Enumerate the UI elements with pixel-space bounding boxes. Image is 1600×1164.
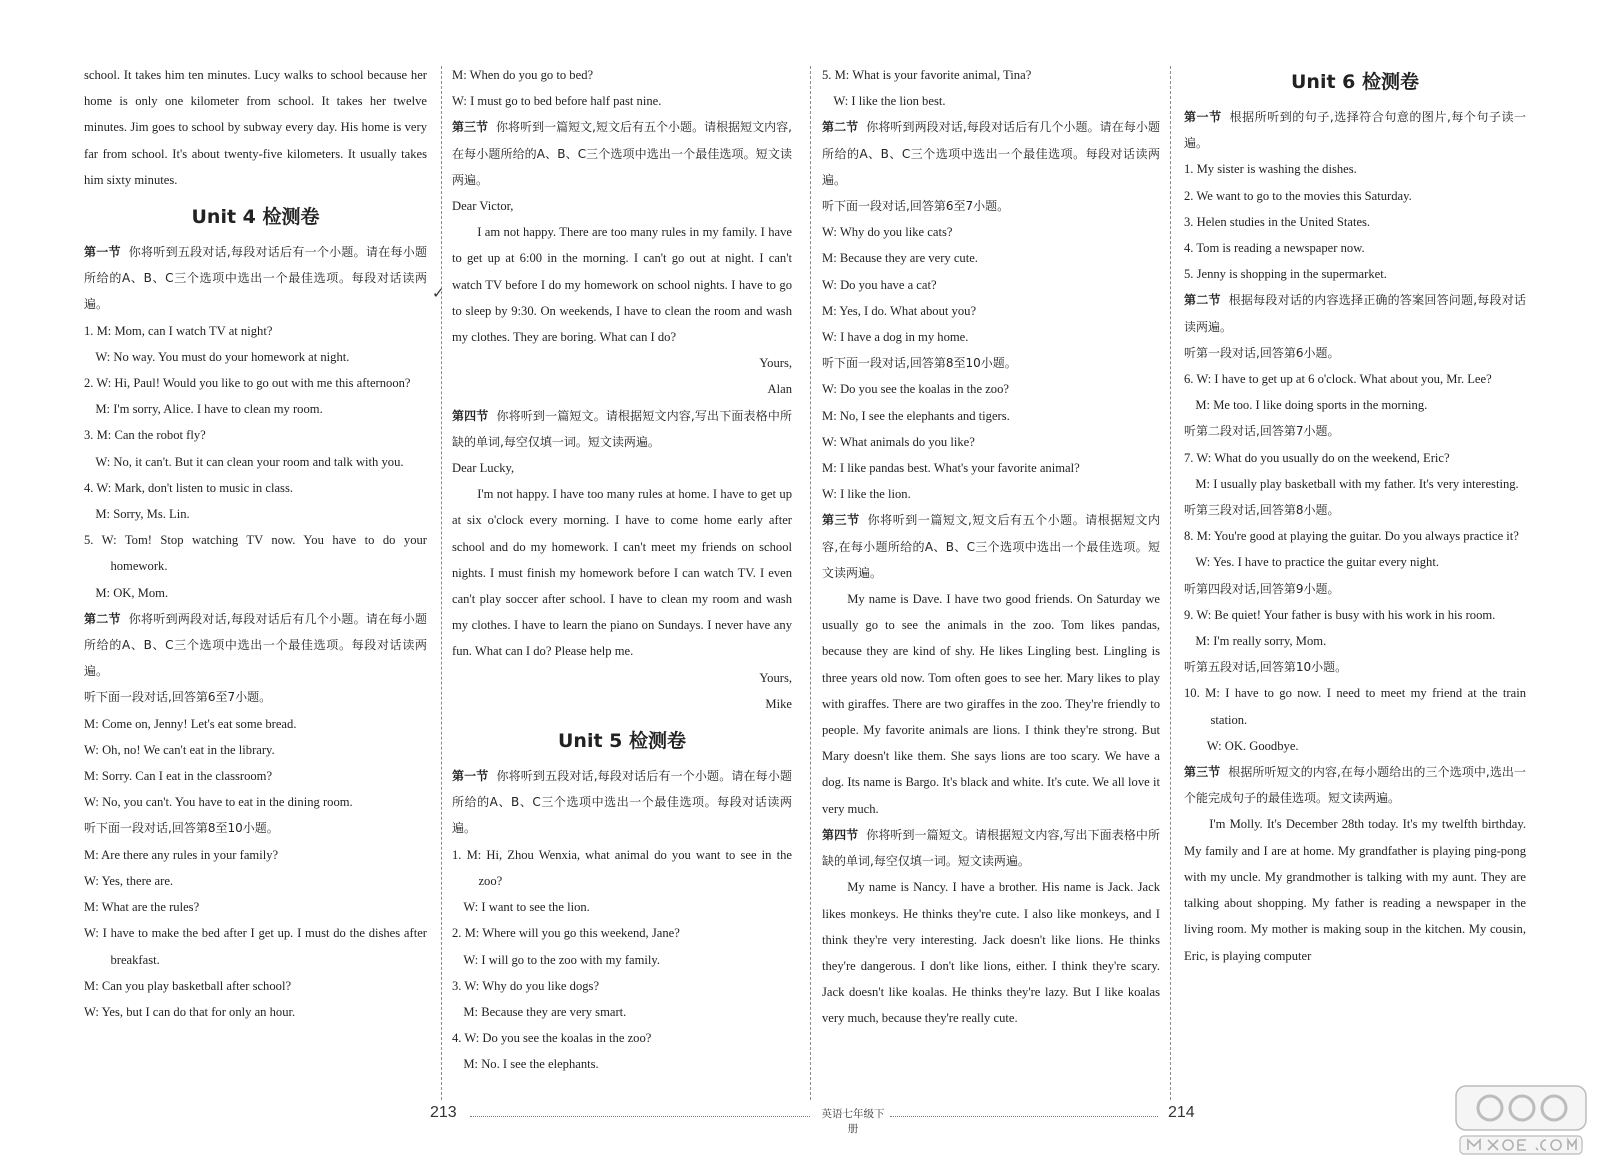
book-title: 英语七年级下册 bbox=[821, 1108, 885, 1135]
column-divider bbox=[441, 66, 442, 1100]
text-line: 4. W: Do you see the koalas in the zoo? bbox=[452, 1031, 652, 1046]
text-line: W: Do you have a cat? bbox=[822, 277, 937, 292]
unit5-section1-dialogues bbox=[452, 842, 792, 1078]
footer-rule bbox=[470, 1116, 810, 1117]
letter-greeting: Dear Victor, bbox=[452, 199, 514, 214]
text-line: 5. W: Tom! Stop watching TV now. You have to do your homework. bbox=[84, 533, 427, 574]
text-line: W: I like the lion. bbox=[822, 487, 911, 502]
column-2 bbox=[452, 62, 792, 1102]
text-line: M: Can you play basketball after school? bbox=[84, 978, 292, 993]
text-line: 听下面一段对话,回答第6至7小题。 bbox=[84, 690, 272, 705]
text-line: 2. M: Where will you go this weekend, Jane? bbox=[452, 926, 680, 941]
unit4-section2-dialogues bbox=[84, 684, 427, 1025]
text-line: 3. Helen studies in the United States. bbox=[1184, 214, 1371, 229]
continued-passage: school. It takes him ten minutes. Lucy walks to school because her home is only one kilometer from school. It takes her twelve minutes. Jim goes to school by subway every day. His home is very far from school. It's about twenty-five kilometers. It usually takes him sixty minutes. bbox=[84, 68, 427, 187]
text-line: W: I like the lion best. bbox=[833, 94, 946, 109]
text-line: M: Yes, I do. What about you? bbox=[822, 303, 977, 318]
unit4-title: Unit 4 检测卷 bbox=[191, 206, 320, 229]
text-line: 2. W: Hi, Paul! Would you like to go out with me this afternoon? bbox=[84, 376, 411, 391]
text-line: M: Are there any rules in your family? bbox=[84, 847, 279, 862]
text-line: M: Sorry. Can I eat in the classroom? bbox=[84, 769, 273, 784]
text-line: W: OK. Goodbye. bbox=[1206, 738, 1299, 753]
text-line: 7. W: What do you usually do on the weekend, Eric? bbox=[1184, 450, 1450, 465]
unit5-section2-heading bbox=[822, 114, 1160, 193]
text-line: 1. M: Hi, Zhou Wenxia, what animal do you want to see in the zoo? bbox=[452, 847, 792, 888]
text-line: W: No, you can't. You have to eat in the dining room. bbox=[84, 795, 353, 810]
section-label: 第三节 bbox=[452, 120, 489, 135]
passage-text: My name is Dave. I have two good friends. On Saturday we usually go to see the animals in the zoo. Tom likes pandas, because they are kind of shy. He likes Lingling best. Lingling is three years old now. Tom often goes to see her. Mary likes to play with giraffes. There are two giraffes in the zoo. They're friendly to people. My favorite animals are lions. I think they're strong. But Mary doesn't like them. She says lions are too scary. We have a dog. Its name is Bargo. It's black and white. It's cute. We all love it very much. bbox=[822, 592, 1160, 816]
text-line: W: Why do you like cats? bbox=[822, 225, 953, 240]
section-instruction: 你将听到五段对话,每段对话后有一个小题。请在每小题所给的A、B、C三个选项中选出一个最佳选项。每段对话读两遍。 bbox=[452, 769, 792, 836]
text-line: 3. M: Can the robot fly? bbox=[84, 428, 206, 443]
section-label: 第一节 bbox=[1184, 110, 1222, 124]
section-label: 第二节 bbox=[822, 120, 859, 135]
section-label: 第一节 bbox=[452, 769, 489, 784]
unit5-section3-heading bbox=[822, 507, 1160, 586]
text-line: 1. M: Mom, can I watch TV at night? bbox=[84, 323, 273, 338]
unit5-section2-dialogues bbox=[822, 193, 1160, 507]
page-number-left: 213 bbox=[430, 1104, 457, 1121]
text-line: W: I want to see the lion. bbox=[463, 900, 590, 915]
text-line: M: What are the rules? bbox=[84, 900, 200, 915]
section-instruction: 根据每段对话的内容选择正确的答案回答问题,每段对话读两遍。 bbox=[1184, 293, 1526, 334]
section-label: 第二节 bbox=[84, 611, 121, 626]
handwritten-check-mark: ✓ bbox=[432, 284, 445, 302]
text-line: W: I have a dog in my home. bbox=[822, 330, 969, 345]
unit6-section3-heading bbox=[1184, 759, 1526, 811]
text-line: W: No, it can't. But it can clean your room and talk with you. bbox=[95, 454, 404, 469]
text-line: 1. My sister is washing the dishes. bbox=[1184, 162, 1357, 177]
letter-greeting: Dear Lucky, bbox=[452, 461, 515, 476]
watermark-graphic bbox=[1452, 1082, 1590, 1158]
text-line: M: No, I see the elephants and tigers. bbox=[822, 408, 1010, 423]
section-instruction: 你将听到一篇短文。请根据短文内容,写出下面表格中所缺的单词,每空仅填一词。短文读两遍。 bbox=[822, 827, 1160, 869]
text-line: 5. Jenny is shopping in the supermarket. bbox=[1184, 267, 1387, 282]
letter-body: I'm not happy. I have too many rules at home. I have to get up at six o'clock every morning. I have to come home early after school and do my homework. I can't meet my friends on school nights. I must finish my homework before I can watch TV. I even can't play soccer after school. I have to clean my room and wash my clothes. I have to learn the piano on Sundays. I never have any fun. What can I do? Please help me. bbox=[452, 487, 792, 659]
section-instruction: 你将听到五段对话,每段对话后有一个小题。请在每小题所给的A、B、C三个选项中选出一个最佳选项。每段对话读两遍。 bbox=[84, 245, 427, 312]
unit4-section2-heading bbox=[84, 606, 427, 685]
text-line: 听第五段对话,回答第10小题。 bbox=[1184, 660, 1348, 675]
text-line: 6. W: I have to get up at 6 o'clock. What about you, Mr. Lee? bbox=[1184, 372, 1492, 387]
letter-body: I am not happy. There are too many rules in my family. I have to get up at 6:00 in the morning. I can't go out at night. I can't watch TV before I do my homework on school nights. I have to go to sleep by 9:30. On weekends, I have to clean the room and wash my clothes. They are boring. What can I do? bbox=[452, 225, 792, 345]
text-line: 听第四段对话,回答第9小题。 bbox=[1184, 581, 1340, 596]
text-line: 2. We want to go to the movies this Saturday. bbox=[1184, 188, 1412, 203]
section-instruction: 你将听到一篇短文。请根据短文内容,写出下面表格中所缺的单词,每空仅填一词。短文读两遍。 bbox=[452, 408, 792, 449]
letter-closing: Yours, bbox=[759, 670, 792, 685]
unit6-section2-heading bbox=[1184, 287, 1526, 339]
unit5-section1-heading bbox=[452, 763, 792, 842]
page-footer bbox=[0, 1102, 1600, 1135]
unit4-section1-heading bbox=[84, 239, 427, 318]
text-line: M: I like pandas best. What's your favorite animal? bbox=[822, 461, 1080, 476]
letter-signature: Alan bbox=[767, 382, 792, 397]
unit6-section2-dialogues bbox=[1184, 340, 1526, 759]
text-line: M: Me too. I like doing sports in the morning. bbox=[1195, 398, 1428, 413]
passage-text: My name is Nancy. I have a brother. His name is Jack. Jack likes monkeys. He thinks they're cute. I also like monkeys, and I think they're very interesting. Jack doesn't like lions. He thinks they're dangerous. I don't like lions, either. I think they're scary. Jack doesn't like koalas. He thinks they're lazy. But I like koalas very much, because they're really cute. bbox=[822, 880, 1160, 1026]
text-line: W: No way. You must do your homework at night. bbox=[95, 349, 350, 364]
dialogue-continued bbox=[452, 62, 792, 114]
text-line: M: No. I see the elephants. bbox=[463, 1057, 599, 1072]
text-line: W: I will go to the zoo with my family. bbox=[463, 952, 661, 967]
section-instruction: 根据所听到的句子,选择符合句意的图片,每个句子读一遍。 bbox=[1184, 110, 1526, 151]
section-instruction: 你将听到一篇短文,短文后有五个小题。请根据短文内容,在每小题所给的A、B、C三个选项中选出一个最佳选项。短文读两遍。 bbox=[452, 120, 792, 187]
text-line: 8. M: You're good at playing the guitar. Do you always practice it? bbox=[1184, 529, 1519, 544]
section-instruction: 根据所听短文的内容,在每小题给出的三个选项中,选出一个能完成句子的最佳选项。短文读两遍。 bbox=[1184, 765, 1526, 806]
unit4-section3-heading bbox=[452, 114, 792, 193]
section-label: 第二节 bbox=[1184, 293, 1221, 308]
text-line: M: I'm sorry, Alice. I have to clean my room. bbox=[95, 402, 323, 417]
text-line: M: Sorry, Ms. Lin. bbox=[95, 507, 190, 522]
text-line: 10. M: I have to go now. I need to meet my friend at the train station. bbox=[1184, 686, 1526, 727]
unit4-section1-dialogues bbox=[84, 318, 427, 606]
section-label: 第四节 bbox=[822, 827, 859, 842]
text-line: 9. W: Be quiet! Your father is busy with his work in his room. bbox=[1184, 607, 1496, 622]
section-label: 第三节 bbox=[1184, 765, 1221, 780]
unit6-section1-sentences bbox=[1184, 156, 1526, 287]
text-line: W: What animals do you like? bbox=[822, 434, 975, 449]
unit4-section4-heading bbox=[452, 403, 792, 455]
text-line: W: Yes, but I can do that for only an hour. bbox=[84, 1004, 296, 1019]
text-line: 听第一段对话,回答第6小题。 bbox=[1184, 345, 1340, 360]
section-label: 第三节 bbox=[822, 513, 860, 528]
text-line: W: Yes. I have to practice the guitar every night. bbox=[1195, 555, 1439, 570]
footer-rule bbox=[890, 1116, 1158, 1117]
text-line: M: When do you go to bed? bbox=[452, 68, 594, 82]
text-line: 听第三段对话,回答第8小题。 bbox=[1184, 503, 1340, 518]
unit6-title: Unit 6 检测卷 bbox=[1291, 71, 1419, 93]
text-line: W: I must go to bed before half past nine. bbox=[452, 94, 662, 109]
dialogue-continued bbox=[822, 62, 1160, 114]
text-line: M: OK, Mom. bbox=[95, 585, 169, 600]
text-line: M: Because they are very cute. bbox=[822, 251, 978, 266]
letter-signature: Mike bbox=[765, 696, 792, 711]
text-line: 3. W: Why do you like dogs? bbox=[452, 978, 600, 993]
text-line: W: Yes, there are. bbox=[84, 873, 174, 888]
column-divider bbox=[1170, 66, 1171, 1100]
column-4 bbox=[1184, 62, 1526, 1102]
text-line: 4. Tom is reading a newspaper now. bbox=[1184, 241, 1365, 256]
column-3 bbox=[822, 62, 1160, 1102]
page-number-right: 214 bbox=[1168, 1104, 1195, 1121]
section-instruction: 你将听到两段对话,每段对话后有几个小题。请在每小题所给的A、B、C三个选项中选出一个最佳选项。每段对话读两遍。 bbox=[84, 611, 427, 679]
text-line: M: Because they are very smart. bbox=[463, 1004, 627, 1019]
passage-text: I'm Molly. It's December 28th today. It's my twelfth birthday. My family and I are at home. My grandfather is playing ping-pong with my uncle. My grandmother is talking with my aunt. They are talking about shopping. My father is reading a newspaper in the living room. My mother is making soup in the kitchen. My cousin, Eric, is playing computer bbox=[1184, 817, 1526, 963]
unit5-section4-heading bbox=[822, 822, 1160, 874]
text-line: W: Do you see the koalas in the zoo? bbox=[822, 382, 1009, 397]
text-line: W: I have to make the bed after I get up. I must do the dishes after breakfast. bbox=[84, 926, 427, 967]
text-line: 听下面一段对话,回答第8至10小题。 bbox=[84, 821, 279, 836]
section-instruction: 你将听到一篇短文,短文后有五个小题。请根据短文内容,在每小题所给的A、B、C三个选项中选出一个最佳选项。短文读两遍。 bbox=[822, 513, 1160, 580]
text-line: M: I usually play basketball with my father. It's very interesting. bbox=[1195, 476, 1519, 491]
text-line: M: I'm really sorry, Mom. bbox=[1195, 634, 1327, 649]
text-line: W: Oh, no! We can't eat in the library. bbox=[84, 742, 275, 757]
text-line: M: Come on, Jenny! Let's eat some bread. bbox=[84, 716, 297, 731]
unit5-title: Unit 5 检测卷 bbox=[558, 730, 686, 753]
section-instruction: 你将听到两段对话,每段对话后有几个小题。请在每小题所给的A、B、C三个选项中选出一个最佳选项。每段对话读两遍。 bbox=[822, 120, 1160, 187]
section-label: 第一节 bbox=[84, 245, 121, 260]
letter-closing: Yours, bbox=[759, 356, 792, 371]
unit6-section1-heading bbox=[1184, 104, 1526, 156]
column-1 bbox=[84, 62, 427, 1102]
text-line: 听第二段对话,回答第7小题。 bbox=[1184, 424, 1340, 439]
section-label: 第四节 bbox=[452, 408, 489, 423]
text-line: 听下面一段对话,回答第6至7小题。 bbox=[822, 199, 1010, 214]
watermark-logo bbox=[1452, 1082, 1590, 1158]
text-line: 4. W: Mark, don't listen to music in class. bbox=[84, 480, 293, 495]
column-divider bbox=[810, 66, 811, 1100]
text-line: 5. M: What is your favorite animal, Tina? bbox=[822, 68, 1032, 82]
text-line: 听下面一段对话,回答第8至10小题。 bbox=[822, 356, 1017, 371]
